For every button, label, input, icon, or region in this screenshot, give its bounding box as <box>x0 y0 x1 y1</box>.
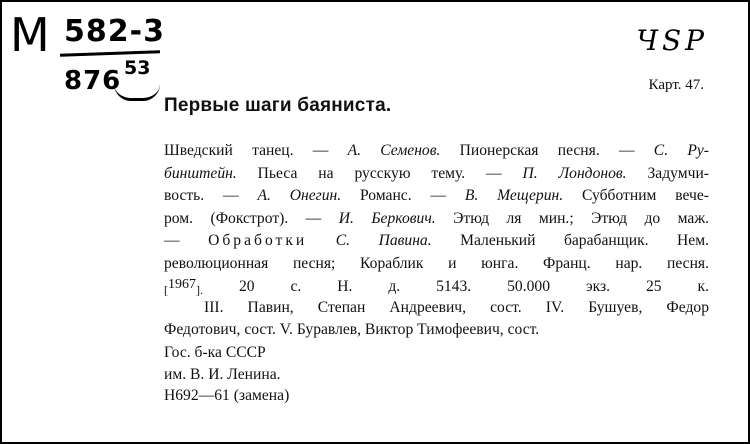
author-name: А. Семенов. <box>347 142 441 159</box>
card-number: Карт. 47. <box>648 77 704 93</box>
print-run-price: 50.000 экз. 25 к. <box>507 277 709 295</box>
text: ром. (Фокстрот). — <box>164 209 339 227</box>
handwritten-underline-curve <box>114 84 160 101</box>
handwritten-superscript: 53 <box>124 57 151 79</box>
imprint-line <box>164 276 709 300</box>
library-stamp <box>164 342 289 407</box>
year: 1967 <box>168 276 196 292</box>
text: — <box>164 232 209 250</box>
book-title: Первые шаги баяниста. <box>164 95 392 116</box>
text: Маленький барабанщик. Нем. <box>431 232 709 250</box>
contents-line <box>164 163 709 186</box>
text: Пьеса на русскую тему. — <box>236 164 523 182</box>
text: Романс. — <box>341 187 465 205</box>
contents-line <box>164 140 709 163</box>
contents-block <box>164 140 709 299</box>
text: вость. — <box>164 187 258 205</box>
text: Пионерская песня. — <box>440 142 654 159</box>
text: Задумчи- <box>626 164 709 182</box>
library-line: Гос. б-ка СССР <box>164 344 266 361</box>
library-line: им. В. И. Ленина. <box>164 365 281 383</box>
handwritten-fraction-line <box>60 50 160 56</box>
contents-line <box>164 208 709 231</box>
contributor-line: III. Павин, Степан Андреевич, сост. IV. Бушуев, Федор <box>204 299 709 316</box>
page-count: 20 с. <box>238 277 302 295</box>
bracket: ]. <box>196 282 203 297</box>
author-name: бинштейн. <box>164 164 237 182</box>
author-name: С. Ру- <box>653 142 709 159</box>
bracket: [ <box>164 282 168 297</box>
contents-line: революционная песня; Кораблик и юнга. Франц. нар. песня. <box>164 254 709 272</box>
text <box>307 232 336 249</box>
author-name: П. Лондонов. <box>522 164 627 182</box>
contributor-line: Федотович, сост. V. Буравлев, Виктор Тимофеевич, сост. <box>164 320 540 338</box>
author-name: А. Онегин. <box>257 187 342 205</box>
contents-line <box>164 185 709 208</box>
contributors-block <box>164 297 709 340</box>
publisher-number: Н. д. 5143. <box>337 277 472 295</box>
author-name: С. Павина. <box>335 232 432 250</box>
spaced-heading: Обработки <box>208 232 308 250</box>
text: Этюд ля мин.; Этюд до маж. <box>435 209 710 227</box>
author-name: В. Мещерин. <box>464 187 564 205</box>
library-line: Н692—61 (замена) <box>164 387 290 404</box>
handwritten-shelf-letter: M <box>10 8 51 62</box>
handwritten-shelf-number-bottom: 876 <box>64 66 122 96</box>
handwritten-code: ЧSP <box>636 24 708 57</box>
contents-line <box>164 230 709 253</box>
text: Шведский танец. — <box>164 142 348 159</box>
text: Субботним вече- <box>563 187 709 205</box>
handwritten-shelf-number-top: 582-3 <box>64 14 165 49</box>
author-name: И. Беркович. <box>338 209 436 227</box>
